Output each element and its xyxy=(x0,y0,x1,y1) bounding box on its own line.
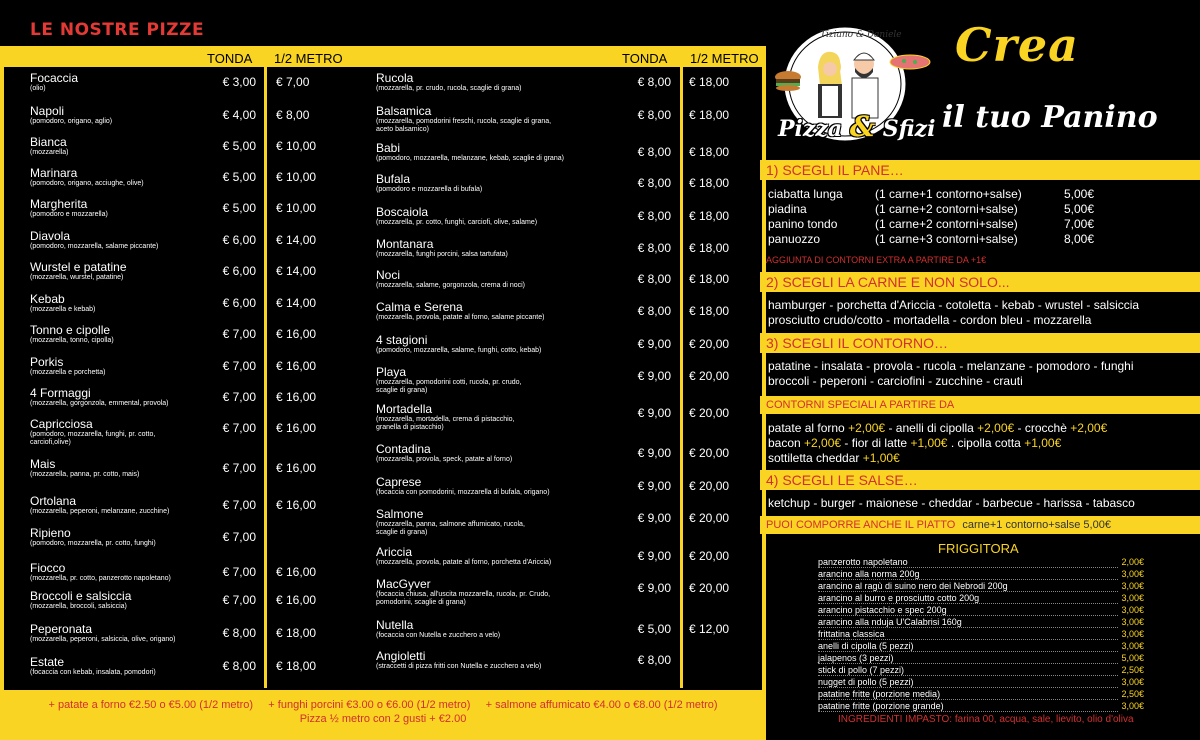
pizza-price-metro: € 18,00 xyxy=(689,304,730,318)
pizza-name: Salmone xyxy=(376,507,424,521)
pizza-sfizi-logo xyxy=(770,22,940,147)
pizza-price-metro: € 16,00 xyxy=(276,565,317,579)
friggitora-name: stick di pollo (7 pezzi) xyxy=(818,665,905,675)
pizza-ingredients: (focaccia con kebab, insalata, pomodori) xyxy=(30,669,156,676)
friggitora-row xyxy=(818,653,1144,664)
pizza-name: Bianca xyxy=(30,135,67,149)
pizza-price-metro: € 18,00 xyxy=(689,108,730,122)
pizza-ingredients: (mozzarella, tonno, cipolla) xyxy=(30,337,114,344)
pizza-price-tonda: € 8,00 xyxy=(222,626,256,640)
pizza-price-tonda: € 8,00 xyxy=(637,108,671,122)
pizza-name: Nutella xyxy=(376,618,414,632)
pizza-price-metro: € 18,00 xyxy=(276,659,317,673)
left-border xyxy=(0,46,4,690)
carne-line-2: prosciutto crudo/cotto - mortadella - cordon bleu - mozzarella xyxy=(768,313,1092,327)
pizza-name: Estate xyxy=(30,655,65,669)
bread-name: ciabatta lunga xyxy=(768,187,843,201)
logo-brand-b: Sfizi xyxy=(882,116,936,142)
pizza-price-tonda: € 8,00 xyxy=(637,653,671,667)
pizza-price-metro: € 18,00 xyxy=(689,75,730,89)
pizza-ingredients: (mozzarella, panna, pr. cotto, mais) xyxy=(30,471,140,478)
logo-names: Tiziano & Daniele xyxy=(820,30,902,40)
pizza-price-metro: € 20,00 xyxy=(689,511,730,525)
pizza-price-tonda: € 7,00 xyxy=(222,565,256,579)
pizza-price-metro: € 16,00 xyxy=(276,461,317,475)
pizza-price-metro: € 16,00 xyxy=(276,390,317,404)
extras-line-1: + patate a forno €2.50 o €5.00 (1/2 metro) + funghi porcini €3.00 o €6.00 (1/2 metro) + salmone affumicato €4.00 o €8.00 (1/2 metro) xyxy=(48,699,718,711)
pizza-name: Montanara xyxy=(376,237,434,251)
step-3-header: 3) SCEGLI IL CONTORNO… xyxy=(760,333,1200,353)
pizza-name: 4 stagioni xyxy=(376,333,428,347)
pizza-name: Diavola xyxy=(30,229,71,243)
pizza-name: Kebab xyxy=(30,292,65,306)
pizza-ingredients: (mozzarella, provola, patate al forno, porchetta d'Ariccia) xyxy=(376,559,552,566)
col-header-tonda-2: TONDA xyxy=(622,51,668,66)
col-header-metro-2: 1/2 METRO xyxy=(690,51,759,66)
pizza-price-metro: € 18,00 xyxy=(689,145,730,159)
pizza-name: MacGyver xyxy=(376,577,431,591)
pizza-price-metro: € 20,00 xyxy=(689,406,730,420)
pizza-item xyxy=(376,650,756,671)
pizza-ingredients: (pomodoro, mozzarella, melanzane, kebab, scaglie di grana) xyxy=(376,155,564,162)
pizza-name: Mortadella xyxy=(376,402,433,416)
pizza-price-metro: € 10,00 xyxy=(276,201,317,215)
friggitora-name: frittatina classica xyxy=(818,629,885,639)
pizza-ingredients: (mozzarella, funghi porcini, salsa tartufata) xyxy=(376,251,508,258)
pizza-price-metro: € 8,00 xyxy=(276,108,310,122)
pizza-name: Bufala xyxy=(376,172,411,186)
extra-contorni-note: AGGIUNTA DI CONTORNI EXTRA A PARTIRE DA +1€ xyxy=(766,255,987,265)
extras-bar xyxy=(0,690,766,740)
bread-desc: (1 carne+1 contorno+salse) xyxy=(875,187,1022,201)
bread-desc: (1 carne+3 contorni+salse) xyxy=(875,232,1018,246)
pizza-ingredients: (mozzarella, pomodorini freschi, rucola, scaglie di grana, aceto balsamico) xyxy=(376,118,552,133)
friggitora-price: 3,00€ xyxy=(1121,569,1144,579)
bread-name: panuozzo xyxy=(768,232,821,246)
pizza-name: Noci xyxy=(376,268,401,282)
speciali-line-1 xyxy=(768,421,1107,436)
friggitora-name: anelli di cipolla (5 pezzi) xyxy=(818,641,914,651)
friggitora-row xyxy=(818,593,1144,604)
pizza-ingredients: (mozzarella, salame, gorgonzola, crema di noci) xyxy=(376,282,526,289)
pizza-ingredients: (mozzarella, peperoni, salsiccia, olive, origano) xyxy=(30,636,176,643)
bread-price: 8,00€ xyxy=(1064,232,1095,246)
pizza-price-metro: € 20,00 xyxy=(689,337,730,351)
pizza-ingredients: (olio) xyxy=(30,85,46,92)
pizza-price-metro: € 20,00 xyxy=(689,479,730,493)
pizza-price-tonda: € 7,00 xyxy=(222,530,256,544)
friggitora-name: patatine fritte (porzione grande) xyxy=(818,701,944,711)
pizza-price-metro: € 20,00 xyxy=(689,581,730,595)
pizza-price-tonda: € 7,00 xyxy=(222,498,256,512)
pizza-price-tonda: € 7,00 xyxy=(222,359,256,373)
pizza-name: Caprese xyxy=(376,475,422,489)
pizza-price-metro: € 16,00 xyxy=(276,421,317,435)
pizza-name: Balsamica xyxy=(376,104,432,118)
pizza-price-metro: € 14,00 xyxy=(276,233,317,247)
pizza-price-tonda: € 8,00 xyxy=(637,241,671,255)
pizza-price-tonda: € 8,00 xyxy=(637,176,671,190)
pizza-ingredients: (mozzarella, wurstel, patatine) xyxy=(30,274,124,281)
pizza-price-tonda: € 6,00 xyxy=(222,296,256,310)
pizza-ingredients: (mozzarella, panna, salmone affumicato, rucola, scaglie di grana) xyxy=(376,521,525,536)
pizza-price-tonda: € 8,00 xyxy=(637,209,671,223)
contorno-line-1: patatine - insalata - provola - rucola - melanzane - pomodoro - funghi xyxy=(768,359,1134,373)
col-header-metro: 1/2 METRO xyxy=(274,51,343,66)
pizza-name: Tonno e cipolle xyxy=(30,323,111,337)
pizza-ingredients: (pomodoro, mozzarella, salame piccante) xyxy=(30,243,159,250)
friggitora-name: arancino al ragù di suino nero dei Nebrodi 200g xyxy=(818,581,1008,591)
pizza-menu-title: LE NOSTRE PIZZE xyxy=(30,20,205,40)
pizza-ingredients: (pomodoro e mozzarella) xyxy=(30,211,108,218)
friggitora-row xyxy=(818,665,1144,676)
pizza-name: Mais xyxy=(30,457,56,471)
pizza-price-tonda: € 6,00 xyxy=(222,264,256,278)
speciali-price: +2,00€ xyxy=(848,421,886,435)
bread-name: piadina xyxy=(768,202,807,216)
friggitora-row xyxy=(818,641,1144,652)
speciali-price: +2,00€ xyxy=(977,421,1015,435)
speciali-item: patate al forno xyxy=(768,421,849,435)
friggitora-price: 3,00€ xyxy=(1121,617,1144,627)
pizza-ingredients: (mozzarella, provola, speck, patate al forno) xyxy=(376,456,513,463)
speciali-price: +1,00€ xyxy=(910,436,948,450)
pizza-price-tonda: € 8,00 xyxy=(637,75,671,89)
speciali-line-3 xyxy=(768,451,900,466)
friggitora-row xyxy=(818,677,1144,688)
friggitora-row xyxy=(818,605,1144,616)
piatto-label: PUOI COMPORRE ANCHE IL PIATTO xyxy=(766,519,956,531)
pizza-price-tonda: € 8,00 xyxy=(637,145,671,159)
friggitora-name: arancino alla norma 200g xyxy=(818,569,920,579)
pizza-name: Calma e Serena xyxy=(376,300,463,314)
pizza-price-tonda: € 5,00 xyxy=(222,139,256,153)
pizza-ingredients: (mozzarella e porchetta) xyxy=(30,369,106,376)
contorni-speciali-header: CONTORNI SPECIALI A PARTIRE DA xyxy=(760,396,1200,414)
speciali-price: +2,00€ xyxy=(1070,421,1108,435)
pizza-ingredients: (mozzarella, pr. cotto, panzerotto napoletano) xyxy=(30,575,171,582)
pizza-price-tonda: € 7,00 xyxy=(222,327,256,341)
pizza-ingredients: (pomodoro, mozzarella, funghi, pr. cotto, carciofi,olive) xyxy=(30,431,156,446)
pizza-name: Porkis xyxy=(30,355,64,369)
pizza-price-metro: € 12,00 xyxy=(689,622,730,636)
pizza-price-metro: € 10,00 xyxy=(276,170,317,184)
speciali-item: . cipolla cotta xyxy=(947,436,1025,450)
pizza-name: Fiocco xyxy=(30,561,66,575)
pizza-price-tonda: € 8,00 xyxy=(637,304,671,318)
pizza-price-metro: € 18,00 xyxy=(276,626,317,640)
pizza-name: Contadina xyxy=(376,442,431,456)
pizza-price-tonda: € 5,00 xyxy=(222,201,256,215)
pizza-price-tonda: € 6,00 xyxy=(222,233,256,247)
friggitora-name: nugget di pollo (5 pezzi) xyxy=(818,677,914,687)
friggitora-price: 5,00€ xyxy=(1121,653,1144,663)
friggitora-name: patatine fritte (porzione media) xyxy=(818,689,941,699)
contorno-line-2: broccoli - peperoni - carciofini - zucchine - crauti xyxy=(768,374,1023,388)
pizza-price-metro: € 16,00 xyxy=(276,498,317,512)
pizza-name: Wurstel e patatine xyxy=(30,260,127,274)
pizza-name: Peperonata xyxy=(30,622,93,636)
pizza-ingredients: (mozzarella) xyxy=(30,149,69,156)
logo-amp: & xyxy=(849,110,876,143)
pizza-price-tonda: € 9,00 xyxy=(637,479,671,493)
step-4-header: 4) SCEGLI LE SALSE… xyxy=(760,470,1200,490)
pizza-price-tonda: € 9,00 xyxy=(637,406,671,420)
pizza-name: Rucola xyxy=(376,71,414,85)
pizza-ingredients: (pomodoro e mozzarella di bufala) xyxy=(376,186,483,193)
step-1-header: 1) SCEGLI IL PANE… xyxy=(760,160,1200,180)
speciali-price: +1,00€ xyxy=(862,451,900,465)
carne-line-1: hamburger - porchetta d'Ariccia - cotoletta - kebab - wrustel - salsiccia xyxy=(768,298,1140,312)
pizza-ingredients: (mozzarella, broccoli, salsiccia) xyxy=(30,603,127,610)
ingredienti-impasto: INGREDIENTI IMPASTO: farina 00, acqua, sale, lievito, olio d'oliva xyxy=(838,714,1134,725)
pizza-ingredients: (mozzarella, gorgonzola, emmental, provola) xyxy=(30,400,169,407)
friggitora-price: 3,00€ xyxy=(1121,677,1144,687)
col-header-tonda: TONDA xyxy=(207,51,253,66)
friggitora-price: 2,50€ xyxy=(1121,689,1144,699)
pizza-name: 4 Formaggi xyxy=(30,386,91,400)
pizza-ingredients: (focaccia chiusa, all'uscita mozzarella, rucola, pr. Crudo, pomodorini, scaglie di grana) xyxy=(376,591,551,606)
pizza-name: Ripieno xyxy=(30,526,71,540)
right-border xyxy=(762,46,766,690)
pizza-name: Angioletti xyxy=(376,649,426,663)
salse-line: ketchup - burger - maionese - cheddar - barbecue - harissa - tabasco xyxy=(768,496,1135,510)
speciali-item: sottiletta cheddar xyxy=(768,451,863,465)
extras-line-2: Pizza ½ metro con 2 gusti + €2.00 xyxy=(299,713,467,725)
friggitora-price: 3,00€ xyxy=(1121,605,1144,615)
friggitora-row xyxy=(818,569,1144,580)
pizza-name: Ortolana xyxy=(30,494,77,508)
pizza-ingredients: (mozzarella, pr. cotto, funghi, carciofi, olive, salame) xyxy=(376,219,538,226)
pizza-ingredients: (focaccia con pomodorini, mozzarella di bufala, origano) xyxy=(376,489,550,496)
friggitora-name: arancino alla nduja U'Calabrisi 160g xyxy=(818,617,962,627)
pizza-price-tonda: € 8,00 xyxy=(637,272,671,286)
speciali-item: - crocchè xyxy=(1014,421,1071,435)
speciali-item: - anelli di cipolla xyxy=(885,421,978,435)
pizza-price-tonda: € 7,00 xyxy=(222,390,256,404)
speciali-line-2 xyxy=(768,436,1061,451)
piatto-bar xyxy=(760,516,1200,534)
pizza-price-metro: € 16,00 xyxy=(276,359,317,373)
pizza-name: Margherita xyxy=(30,197,88,211)
pizza-name: Capricciosa xyxy=(30,417,93,431)
pizza-price-metro: € 7,00 xyxy=(276,75,310,89)
pizza-name: Napoli xyxy=(30,104,65,118)
pizza-name: Playa xyxy=(376,365,407,379)
friggitora-name: arancino pistacchio e spec 200g xyxy=(818,605,947,615)
pizza-ingredients: (mozzarella, mortadella, crema di pistacchio, granella di pistacchio) xyxy=(376,416,515,431)
pizza-ingredients: (pomodoro, origano, acciughe, olive) xyxy=(30,180,144,187)
piatto-desc: carne+1 contorno+salse 5,00€ xyxy=(962,519,1111,531)
pizza-ingredients: (mozzarella, pr. crudo, rucola, scaglie di grana) xyxy=(376,85,522,92)
pizza-price-tonda: € 7,00 xyxy=(222,421,256,435)
pizza-price-tonda: € 9,00 xyxy=(637,511,671,525)
pizza-price-tonda: € 9,00 xyxy=(637,549,671,563)
friggitora-row xyxy=(818,701,1144,712)
pizza-ingredients: (mozzarella e kebab) xyxy=(30,306,96,313)
bread-desc: (1 carne+2 contorni+salse) xyxy=(875,202,1018,216)
pizza-name: Babi xyxy=(376,141,401,155)
bread-price: 7,00€ xyxy=(1064,217,1095,231)
friggitora-price: 3,00€ xyxy=(1121,581,1144,591)
pizza-price-metro: € 14,00 xyxy=(276,296,317,310)
bread-price: 5,00€ xyxy=(1064,187,1095,201)
pizza-price-metro: € 18,00 xyxy=(689,209,730,223)
pizza-ingredients: (mozzarella, peperoni, melanzane, zucchine) xyxy=(30,508,170,515)
friggitora-row xyxy=(818,557,1144,568)
pizza-price-metro: € 16,00 xyxy=(276,593,317,607)
pizza-price-tonda: € 5,00 xyxy=(222,170,256,184)
pizza-name: Ariccia xyxy=(376,545,413,559)
pizza-ingredients: (mozzarella, pomodorini cotti, rucola, pr. crudo, scaglie di grana) xyxy=(376,379,522,394)
pizza-price-metro: € 18,00 xyxy=(689,272,730,286)
friggitora-price: 3,00€ xyxy=(1121,629,1144,639)
friggitora-row xyxy=(818,617,1144,628)
pizza-price-tonda: € 7,00 xyxy=(222,593,256,607)
pizza-price-metro: € 18,00 xyxy=(689,241,730,255)
friggitora-row xyxy=(818,689,1144,700)
step-2-header: 2) SCEGLI LA CARNE E NON SOLO... xyxy=(760,272,1200,292)
pizza-price-tonda: € 5,00 xyxy=(637,622,671,636)
pizza-ingredients: (pomodoro, mozzarella, pr. cotto, funghi) xyxy=(30,540,156,547)
bread-name: panino tondo xyxy=(768,217,838,231)
pizza-ingredients: (straccetti di pizza fritti con Nutella e zucchero a velo) xyxy=(376,663,542,670)
logo-brand-a: Pizza xyxy=(778,116,843,142)
speciali-item: - fior di latte xyxy=(841,436,911,450)
pizza-price-tonda: € 4,00 xyxy=(222,108,256,122)
pizza-price-metro: € 20,00 xyxy=(689,446,730,460)
pizza-ingredients: (focaccia con Nutella e zucchero a velo) xyxy=(376,632,501,639)
pizza-name: Boscaiola xyxy=(376,205,429,219)
pizza-price-tonda: € 9,00 xyxy=(637,446,671,460)
friggitora-row xyxy=(818,581,1144,592)
friggitora-title: FRIGGITORA xyxy=(938,541,1019,556)
pizza-price-metro: € 20,00 xyxy=(689,369,730,383)
friggitora-price: 3,00€ xyxy=(1121,701,1144,711)
pizza-ingredients: (mozzarella, provola, patate al forno, salame piccante) xyxy=(376,314,545,321)
speciali-price: +1,00€ xyxy=(1024,436,1062,450)
friggitora-name: jalapenos (3 pezzi) xyxy=(818,653,894,663)
pizza-price-metro: € 16,00 xyxy=(276,327,317,341)
pizza-ingredients: (pomodoro, origano, aglio) xyxy=(30,118,113,125)
pizza-price-tonda: € 7,00 xyxy=(222,461,256,475)
pizza-price-tonda: € 9,00 xyxy=(637,369,671,383)
bread-price: 5,00€ xyxy=(1064,202,1095,216)
pizza-name: Focaccia xyxy=(30,71,79,85)
friggitora-price: 3,00€ xyxy=(1121,593,1144,603)
friggitora-name: panzerotto napoletano xyxy=(818,557,908,567)
pizza-price-tonda: € 9,00 xyxy=(637,581,671,595)
pizza-price-tonda: € 3,00 xyxy=(222,75,256,89)
speciali-price: +2,00€ xyxy=(804,436,842,450)
pizza-price-metro: € 20,00 xyxy=(689,549,730,563)
friggitora-name: arancino al burro e prosciutto cotto 200g xyxy=(818,593,980,603)
pizza-price-tonda: € 9,00 xyxy=(637,337,671,351)
speciali-item: bacon xyxy=(768,436,805,450)
pizza-name: Broccoli e salsiccia xyxy=(30,589,132,603)
friggitora-price: 2,00€ xyxy=(1121,557,1144,567)
crea-title: Crea xyxy=(955,18,1079,72)
bread-desc: (1 carne+2 contorni+salse) xyxy=(875,217,1018,231)
panino-title: il tuo Panino xyxy=(942,100,1158,135)
pizza-price-metro: € 10,00 xyxy=(276,139,317,153)
pizza-name: Marinara xyxy=(30,166,78,180)
pizza-price-metro: € 14,00 xyxy=(276,264,317,278)
friggitora-row xyxy=(818,629,1144,640)
pizza-ingredients: (pomodoro, mozzarella, salame, funghi, cotto, kebab) xyxy=(376,347,542,354)
pizza-price-tonda: € 8,00 xyxy=(222,659,256,673)
logo-brand xyxy=(778,110,936,143)
friggitora-price: 3,00€ xyxy=(1121,641,1144,651)
pizza-price-metro: € 18,00 xyxy=(689,176,730,190)
friggitora-price: 2,50€ xyxy=(1121,665,1144,675)
